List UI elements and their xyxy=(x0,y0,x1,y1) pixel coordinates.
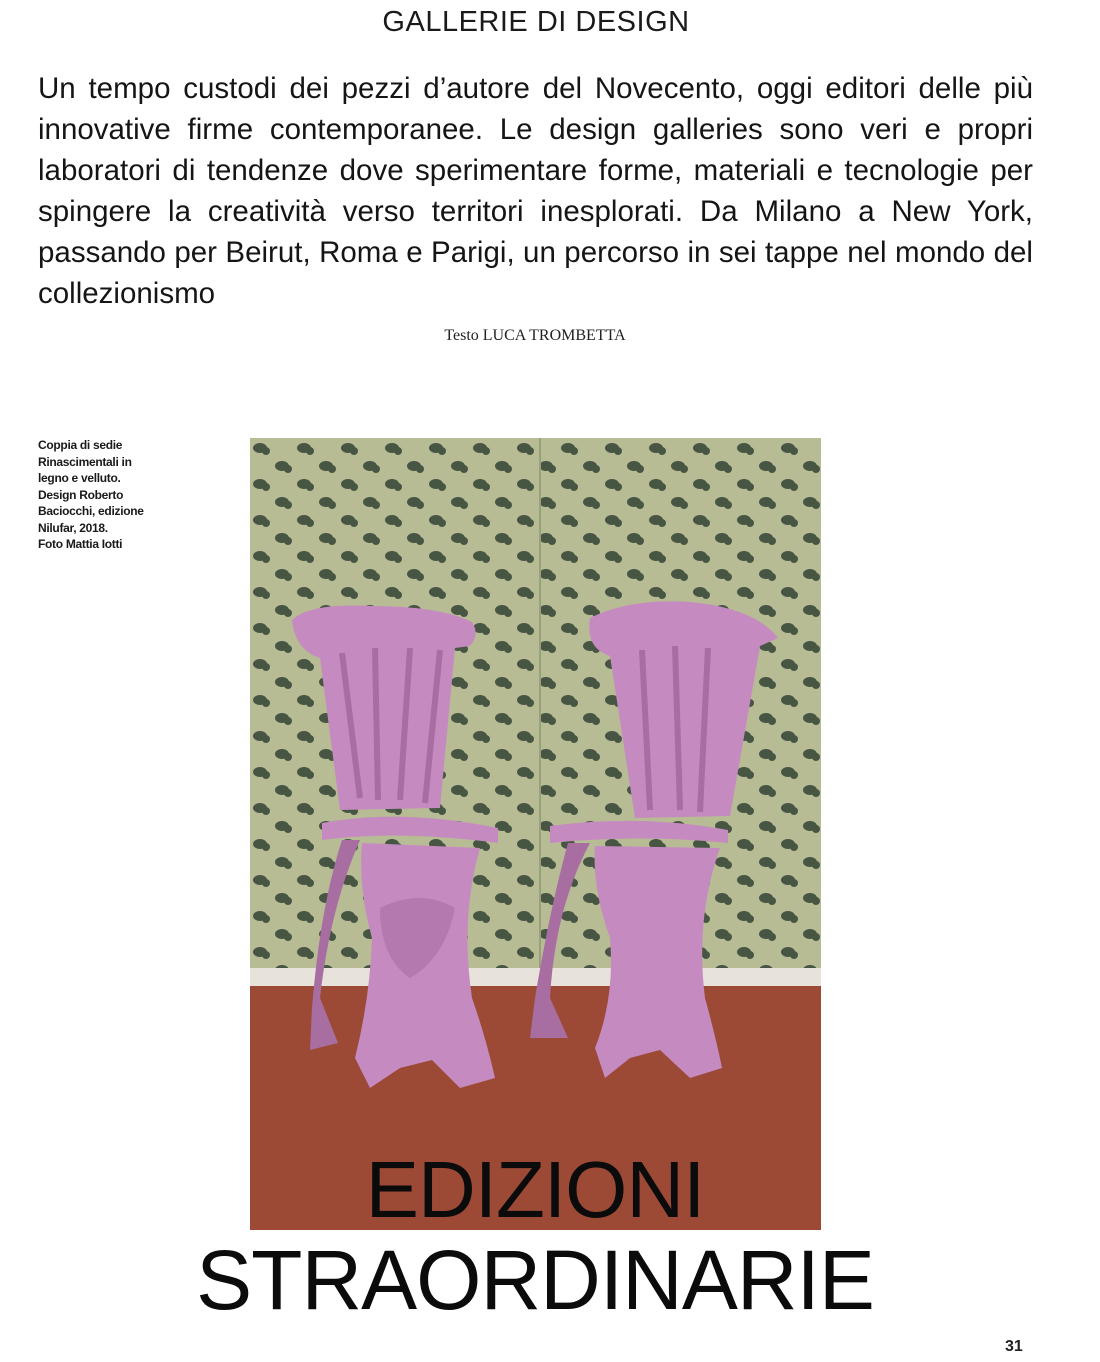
caption-line: Nilufar, 2018. xyxy=(38,520,108,535)
caption-line: Coppia di sedie xyxy=(38,438,123,452)
baseboard xyxy=(250,968,821,986)
section-kicker: GALLERIE DI DESIGN xyxy=(382,6,690,38)
headline-line-2: STRAORDINARIE xyxy=(196,1233,874,1327)
caption-line: Foto Mattia Iotti xyxy=(38,537,123,551)
page-number: 31 xyxy=(1005,1338,1023,1355)
caption-line: Rinascimentali in xyxy=(38,454,132,469)
chairs-photo xyxy=(250,438,821,1230)
caption-line: Design Roberto xyxy=(38,487,124,502)
caption-line: Baciocchi, edizione xyxy=(38,504,144,518)
headline-line-1: EDIZIONI xyxy=(365,1145,705,1234)
byline: Testo LUCA TROMBETTA xyxy=(444,327,626,344)
intro-paragraph: Un tempo custodi dei pezzi d’autore del Novecento, oggi editori delle più innovative firme contemporanee. Le design galleries sono veri e propri laboratori di tendenze dove sperimentare forme, materiali e tecnologie per spingere la creatività verso territori inesplorati. Da Milano a New York, passando per Beirut, Roma e Parigi, un percorso in sei tappe nel mondo del collezionismo xyxy=(38,72,1033,310)
caption-line: legno e velluto. xyxy=(38,471,121,485)
photo-caption xyxy=(38,437,188,553)
